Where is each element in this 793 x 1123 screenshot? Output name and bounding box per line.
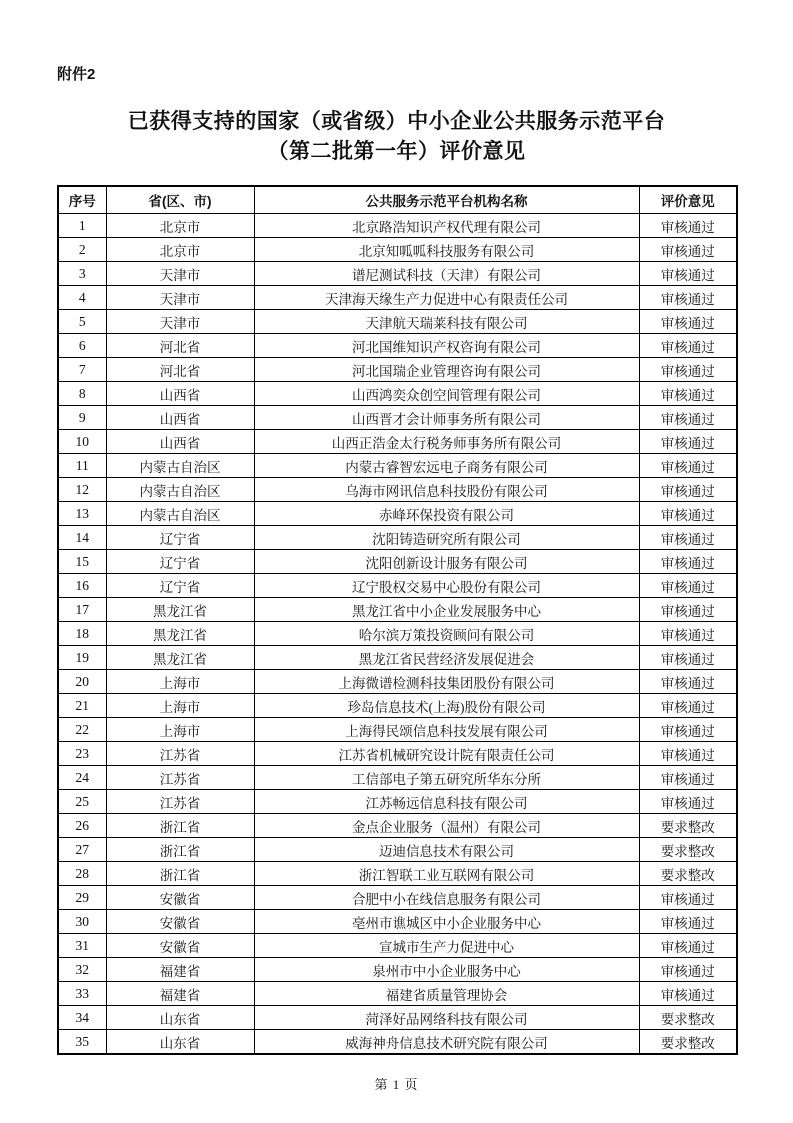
cell-no: 28 (58, 862, 106, 886)
cell-result: 审核通过 (639, 358, 737, 382)
cell-result: 审核通过 (639, 550, 737, 574)
cell-result: 要求整改 (639, 838, 737, 862)
cell-result: 审核通过 (639, 766, 737, 790)
table-row (58, 382, 737, 406)
cell-result: 审核通过 (639, 238, 737, 262)
cell-province: 山东省 (106, 1006, 254, 1030)
document-title (0, 107, 793, 167)
cell-result: 审核通过 (639, 406, 737, 430)
cell-result: 审核通过 (639, 214, 737, 238)
cell-no: 18 (58, 622, 106, 646)
cell-result: 审核通过 (639, 742, 737, 766)
cell-result: 要求整改 (639, 1030, 737, 1055)
table-row (58, 310, 737, 334)
table-row (58, 958, 737, 982)
cell-no: 29 (58, 886, 106, 910)
cell-name: 谱尼测试科技（天津）有限公司 (254, 262, 639, 286)
table-row (58, 742, 737, 766)
cell-province: 上海市 (106, 694, 254, 718)
cell-name: 天津航天瑞莱科技有限公司 (254, 310, 639, 334)
cell-no: 6 (58, 334, 106, 358)
table-row (58, 622, 737, 646)
cell-province: 上海市 (106, 718, 254, 742)
cell-no: 26 (58, 814, 106, 838)
table-row (58, 814, 737, 838)
cell-result: 审核通过 (639, 694, 737, 718)
table-row (58, 718, 737, 742)
table-row (58, 670, 737, 694)
cell-result: 审核通过 (639, 334, 737, 358)
cell-name: 江苏省机械研究设计院有限责任公司 (254, 742, 639, 766)
cell-name: 浙江智联工业互联网有限公司 (254, 862, 639, 886)
cell-no: 31 (58, 934, 106, 958)
cell-name: 河北国瑞企业管理咨询有限公司 (254, 358, 639, 382)
cell-name: 山西晋才会计师事务所有限公司 (254, 406, 639, 430)
header-province: 省(区、市) (106, 186, 254, 214)
cell-province: 安徽省 (106, 886, 254, 910)
cell-no: 1 (58, 214, 106, 238)
table-row (58, 574, 737, 598)
cell-result: 审核通过 (639, 286, 737, 310)
cell-result: 审核通过 (639, 430, 737, 454)
cell-name: 工信部电子第五研究所华东分所 (254, 766, 639, 790)
cell-name: 菏泽好品网络科技有限公司 (254, 1006, 639, 1030)
cell-no: 19 (58, 646, 106, 670)
table-row (58, 1030, 737, 1055)
cell-result: 审核通过 (639, 910, 737, 934)
cell-no: 8 (58, 382, 106, 406)
cell-province: 福建省 (106, 958, 254, 982)
cell-no: 4 (58, 286, 106, 310)
cell-no: 2 (58, 238, 106, 262)
cell-province: 浙江省 (106, 862, 254, 886)
cell-province: 山西省 (106, 430, 254, 454)
cell-province: 天津市 (106, 262, 254, 286)
cell-result: 要求整改 (639, 862, 737, 886)
cell-name: 合肥中小在线信息服务有限公司 (254, 886, 639, 910)
table-row (58, 598, 737, 622)
cell-result: 审核通过 (639, 526, 737, 550)
cell-no: 14 (58, 526, 106, 550)
table-row (58, 1006, 737, 1030)
cell-result: 审核通过 (639, 790, 737, 814)
cell-name: 河北国维知识产权咨询有限公司 (254, 334, 639, 358)
cell-result: 审核通过 (639, 982, 737, 1006)
cell-no: 7 (58, 358, 106, 382)
cell-name: 北京路浩知识产权代理有限公司 (254, 214, 639, 238)
cell-province: 江苏省 (106, 766, 254, 790)
cell-name: 迈迪信息技术有限公司 (254, 838, 639, 862)
cell-no: 23 (58, 742, 106, 766)
cell-province: 山西省 (106, 406, 254, 430)
cell-name: 亳州市谯城区中小企业服务中心 (254, 910, 639, 934)
cell-province: 黑龙江省 (106, 598, 254, 622)
cell-result: 审核通过 (639, 598, 737, 622)
cell-name: 沈阳铸造研究所有限公司 (254, 526, 639, 550)
cell-name: 天津海天缘生产力促进中心有限责任公司 (254, 286, 639, 310)
cell-province: 内蒙古自治区 (106, 478, 254, 502)
table-row (58, 502, 737, 526)
cell-result: 要求整改 (639, 814, 737, 838)
cell-name: 宣城市生产力促进中心 (254, 934, 639, 958)
cell-name: 哈尔滨万策投资顾问有限公司 (254, 622, 639, 646)
cell-province: 山东省 (106, 1030, 254, 1055)
cell-no: 35 (58, 1030, 106, 1055)
cell-name: 黑龙江省中小企业发展服务中心 (254, 598, 639, 622)
table-header-row (58, 186, 737, 214)
table-row (58, 526, 737, 550)
document-title-line1: 已获得支持的国家（或省级）中小企业公共服务示范平台 (127, 110, 666, 133)
cell-name: 威海神舟信息技术研究院有限公司 (254, 1030, 639, 1055)
cell-result: 审核通过 (639, 478, 737, 502)
cell-name: 上海微谱检测科技集团股份有限公司 (254, 670, 639, 694)
cell-name: 山西正浩金太行税务师事务所有限公司 (254, 430, 639, 454)
cell-name: 黑龙江省民营经济发展促进会 (254, 646, 639, 670)
cell-province: 山西省 (106, 382, 254, 406)
cell-province: 浙江省 (106, 838, 254, 862)
cell-result: 审核通过 (639, 622, 737, 646)
cell-result: 审核通过 (639, 310, 737, 334)
cell-name: 江苏畅远信息科技有限公司 (254, 790, 639, 814)
cell-no: 33 (58, 982, 106, 1006)
cell-province: 天津市 (106, 286, 254, 310)
cell-no: 16 (58, 574, 106, 598)
cell-name: 珍岛信息技术(上海)股份有限公司 (254, 694, 639, 718)
cell-no: 3 (58, 262, 106, 286)
cell-province: 黑龙江省 (106, 622, 254, 646)
cell-result: 要求整改 (639, 1006, 737, 1030)
cell-name: 沈阳创新设计服务有限公司 (254, 550, 639, 574)
table-row (58, 910, 737, 934)
cell-no: 17 (58, 598, 106, 622)
header-no: 序号 (58, 186, 106, 214)
cell-no: 30 (58, 910, 106, 934)
cell-name: 上海得民颂信息科技发展有限公司 (254, 718, 639, 742)
cell-result: 审核通过 (639, 934, 737, 958)
cell-province: 内蒙古自治区 (106, 502, 254, 526)
cell-province: 北京市 (106, 214, 254, 238)
cell-no: 11 (58, 454, 106, 478)
table-row (58, 694, 737, 718)
cell-name: 乌海市网讯信息科技股份有限公司 (254, 478, 639, 502)
table-row (58, 550, 737, 574)
table-row (58, 214, 737, 238)
table-row (58, 766, 737, 790)
cell-province: 浙江省 (106, 814, 254, 838)
cell-province: 辽宁省 (106, 550, 254, 574)
table-body (58, 214, 737, 1055)
cell-province: 安徽省 (106, 934, 254, 958)
cell-name: 泉州市中小企业服务中心 (254, 958, 639, 982)
cell-no: 10 (58, 430, 106, 454)
cell-result: 审核通过 (639, 646, 737, 670)
page-number: 第 1 页 (374, 1077, 419, 1092)
cell-province: 上海市 (106, 670, 254, 694)
table-row (58, 334, 737, 358)
cell-province: 江苏省 (106, 742, 254, 766)
cell-province: 天津市 (106, 310, 254, 334)
cell-province: 辽宁省 (106, 526, 254, 550)
cell-province: 北京市 (106, 238, 254, 262)
table-row (58, 262, 737, 286)
cell-no: 34 (58, 1006, 106, 1030)
cell-result: 审核通过 (639, 502, 737, 526)
cell-name: 山西鸿奕众创空间管理有限公司 (254, 382, 639, 406)
cell-name: 金点企业服务（温州）有限公司 (254, 814, 639, 838)
table-row (58, 478, 737, 502)
table-row (58, 982, 737, 1006)
table-row (58, 838, 737, 862)
header-name: 公共服务示范平台机构名称 (254, 186, 639, 214)
cell-province: 辽宁省 (106, 574, 254, 598)
header-result: 评价意见 (639, 186, 737, 214)
table-row (58, 790, 737, 814)
evaluation-table (57, 185, 738, 1055)
cell-no: 24 (58, 766, 106, 790)
cell-result: 审核通过 (639, 382, 737, 406)
cell-no: 21 (58, 694, 106, 718)
cell-name: 赤峰环保投资有限公司 (254, 502, 639, 526)
cell-province: 安徽省 (106, 910, 254, 934)
cell-name: 北京知呱呱科技服务有限公司 (254, 238, 639, 262)
cell-province: 江苏省 (106, 790, 254, 814)
cell-name: 辽宁股权交易中心股份有限公司 (254, 574, 639, 598)
table-row (58, 286, 737, 310)
table-row (58, 886, 737, 910)
cell-name: 内蒙古睿智宏远电子商务有限公司 (254, 454, 639, 478)
cell-no: 15 (58, 550, 106, 574)
table-row (58, 454, 737, 478)
attachment-label: 附件2 (57, 66, 96, 83)
cell-no: 22 (58, 718, 106, 742)
table-row (58, 358, 737, 382)
document-title-line2: （第二批第一年）评价意见 (267, 140, 526, 163)
cell-province: 河北省 (106, 334, 254, 358)
table-row (58, 862, 737, 886)
cell-no: 12 (58, 478, 106, 502)
cell-province: 内蒙古自治区 (106, 454, 254, 478)
cell-no: 27 (58, 838, 106, 862)
cell-province: 福建省 (106, 982, 254, 1006)
table-row (58, 430, 737, 454)
cell-no: 5 (58, 310, 106, 334)
table-row (58, 238, 737, 262)
cell-no: 13 (58, 502, 106, 526)
cell-result: 审核通过 (639, 718, 737, 742)
cell-no: 32 (58, 958, 106, 982)
cell-result: 审核通过 (639, 886, 737, 910)
table-row (58, 934, 737, 958)
cell-result: 审核通过 (639, 670, 737, 694)
cell-result: 审核通过 (639, 262, 737, 286)
cell-result: 审核通过 (639, 454, 737, 478)
cell-no: 25 (58, 790, 106, 814)
cell-name: 福建省质量管理协会 (254, 982, 639, 1006)
cell-no: 20 (58, 670, 106, 694)
cell-province: 河北省 (106, 358, 254, 382)
table-row (58, 646, 737, 670)
table-row (58, 406, 737, 430)
cell-no: 9 (58, 406, 106, 430)
cell-province: 黑龙江省 (106, 646, 254, 670)
cell-result: 审核通过 (639, 958, 737, 982)
cell-result: 审核通过 (639, 574, 737, 598)
